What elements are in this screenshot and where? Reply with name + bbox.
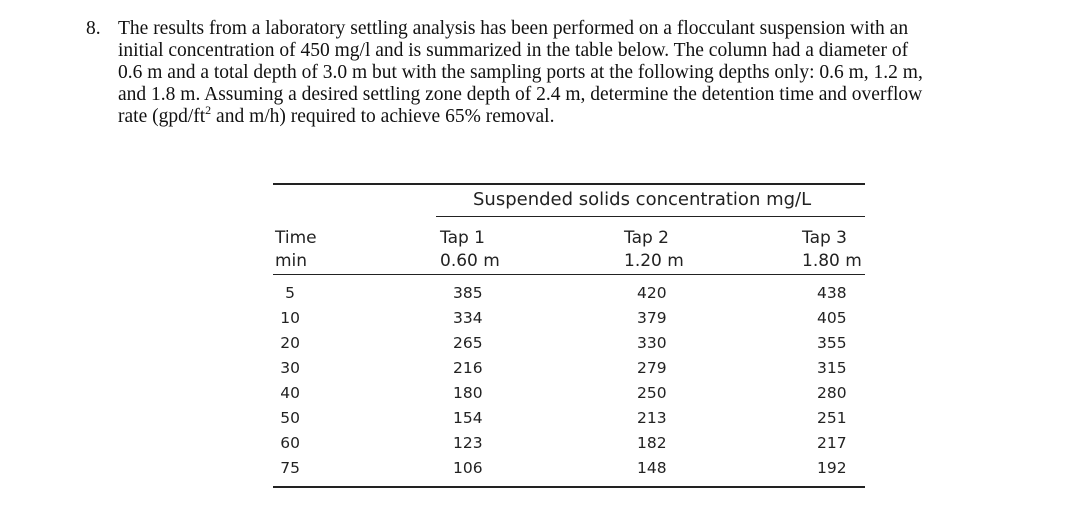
header-tap3: Tap 3 bbox=[802, 228, 847, 248]
cell-time: 75 bbox=[280, 459, 300, 477]
table-row bbox=[273, 359, 865, 384]
header-tap2: Tap 2 bbox=[624, 228, 669, 248]
settling-data-table bbox=[273, 183, 865, 493]
superscript: 2 bbox=[205, 102, 212, 117]
header-tap3-depth: 1.80 m bbox=[802, 251, 862, 271]
cell-tap1: 154 bbox=[453, 409, 483, 427]
problem-text: and m/h) required to achieve 65% removal. bbox=[211, 106, 555, 127]
header-time: Time bbox=[275, 228, 317, 248]
cell-tap3: 315 bbox=[817, 359, 847, 377]
cell-tap2: 250 bbox=[637, 384, 667, 402]
cell-time: 50 bbox=[280, 409, 300, 427]
cell-tap1: 334 bbox=[453, 309, 483, 327]
cell-time: 30 bbox=[280, 359, 300, 377]
table-row bbox=[273, 434, 865, 459]
table-row bbox=[273, 284, 865, 309]
cell-tap2: 379 bbox=[637, 309, 667, 327]
cell-tap3: 192 bbox=[817, 459, 847, 477]
problem-line: The results from a laboratory settling analysis has been performed on a flocculant suspension with an bbox=[118, 18, 909, 39]
cell-tap3: 355 bbox=[817, 334, 847, 352]
cell-tap3: 217 bbox=[817, 434, 847, 452]
header-tap1: Tap 1 bbox=[440, 228, 485, 248]
cell-tap2: 148 bbox=[637, 459, 667, 477]
problem-line-last bbox=[118, 102, 1048, 128]
column-group-header: Suspended solids concentration mg/L bbox=[473, 189, 812, 210]
cell-tap1: 216 bbox=[453, 359, 483, 377]
header-rule bbox=[273, 274, 865, 275]
problem-statement bbox=[86, 18, 1016, 128]
table-bottom-rule bbox=[273, 486, 865, 488]
table-body bbox=[273, 284, 865, 484]
table-row bbox=[273, 334, 865, 359]
cell-tap3: 280 bbox=[817, 384, 847, 402]
cell-tap2: 213 bbox=[637, 409, 667, 427]
cell-tap1: 385 bbox=[453, 284, 483, 302]
cell-time: 60 bbox=[280, 434, 300, 452]
header-tap2-depth: 1.20 m bbox=[624, 251, 684, 271]
cell-tap1: 106 bbox=[453, 459, 483, 477]
cell-time: 5 bbox=[285, 284, 295, 302]
cell-tap2: 420 bbox=[637, 284, 667, 302]
cell-tap3: 251 bbox=[817, 409, 847, 427]
problem-text: rate (gpd/ft bbox=[118, 106, 206, 127]
cell-tap2: 279 bbox=[637, 359, 667, 377]
header-tap1-depth: 0.60 m bbox=[440, 251, 500, 271]
cell-tap3: 438 bbox=[817, 284, 847, 302]
cell-tap2: 182 bbox=[637, 434, 667, 452]
header-time-unit: min bbox=[275, 251, 308, 271]
table-row bbox=[273, 309, 865, 334]
cell-tap2: 330 bbox=[637, 334, 667, 352]
problem-line: initial concentration of 450 mg/l and is summarized in the table below. The column had a diameter of bbox=[118, 40, 909, 61]
cell-time: 20 bbox=[280, 334, 300, 352]
problem-line: and 1.8 m. Assuming a desired settling zone depth of 2.4 m, determine the detention time and overflow bbox=[118, 84, 923, 105]
cell-tap1: 180 bbox=[453, 384, 483, 402]
cell-tap3: 405 bbox=[817, 309, 847, 327]
table-row bbox=[273, 409, 865, 434]
group-header-rule bbox=[436, 216, 865, 217]
table-row bbox=[273, 384, 865, 409]
table-row bbox=[273, 459, 865, 484]
cell-time: 40 bbox=[280, 384, 300, 402]
cell-tap1: 123 bbox=[453, 434, 483, 452]
problem-line: 0.6 m and a total depth of 3.0 m but with the sampling ports at the following depths only: 0.6 m, 1.2 m, bbox=[118, 62, 923, 83]
table-top-rule bbox=[273, 183, 865, 185]
problem-number: 8. bbox=[86, 18, 101, 39]
cell-time: 10 bbox=[280, 309, 300, 327]
cell-tap1: 265 bbox=[453, 334, 483, 352]
